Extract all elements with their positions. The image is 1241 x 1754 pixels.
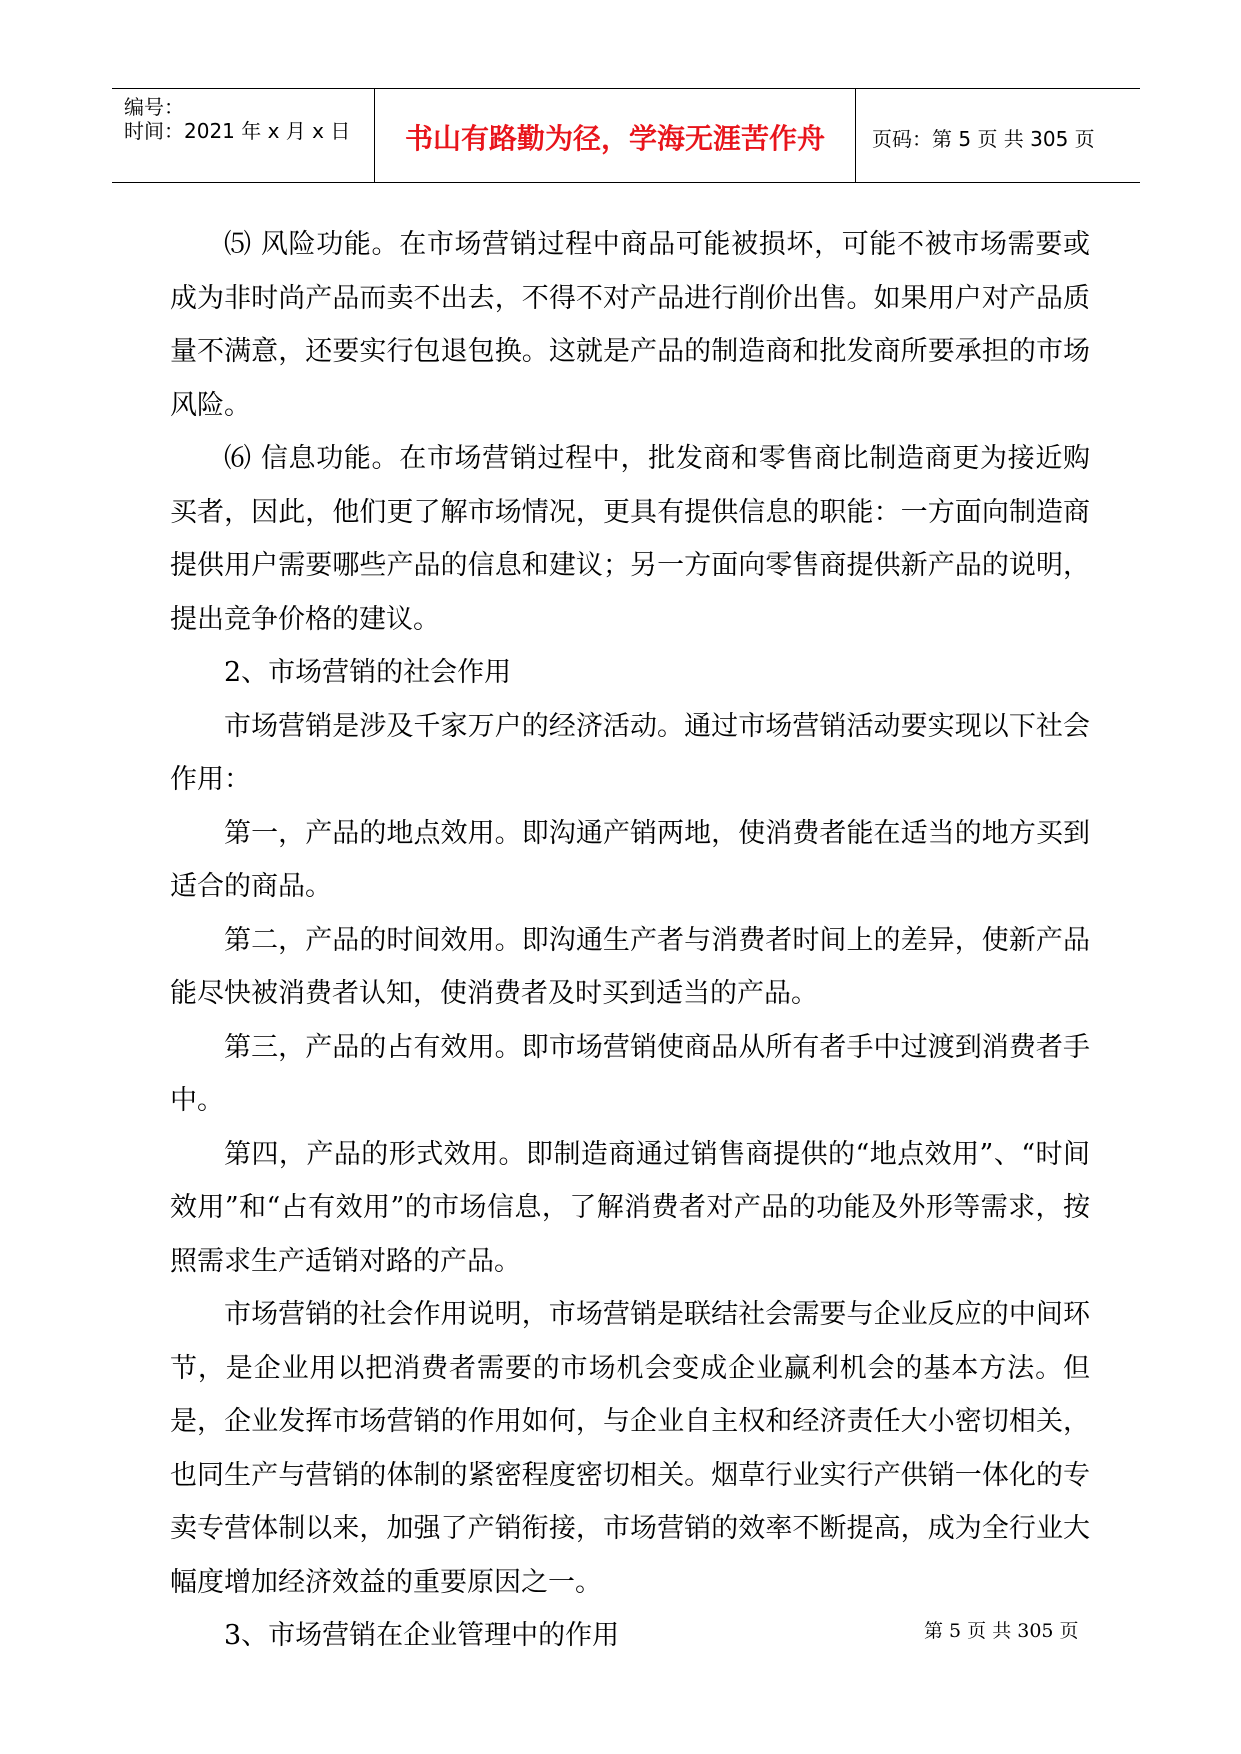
- page-code-label: 页码：第 5 页 共 305 页: [872, 127, 1095, 151]
- paragraph-social-summary: 市场营销的社会作用说明，市场营销是联结社会需要与企业反应的中间环节，是企业用以把消费者需要的市场机会变成企业赢利机会的基本方法。但是，企业发挥市场营销的作用如何，与企业自主权和经济责任大小密切相关，也同生产与营销的体制的紧密程度密切相关。烟草行业实行产供销一体化的专卖专营体制以来，加强了产销衔接，市场营销的效率不断提高，成为全行业大幅度增加经济效益的重要原因之一。: [170, 1299, 1090, 1598]
- paragraph-social-intro: 市场营销是涉及千家万户的经济活动。通过市场营销活动要实现以下社会作用：: [170, 710, 1090, 795]
- document-number-label: 编号：: [124, 95, 184, 119]
- document-time-label: 时间：2021 年 x 月 x 日: [124, 119, 351, 143]
- paragraph-form-utility: 第四，产品的形式效用。即制造商通过销售商提供的“地点效用”、“时间效用”和“占有效用”的市场信息，了解消费者对产品的功能及外形等需求，按照需求生产适销对路的产品。: [170, 1138, 1090, 1277]
- paragraph-information-function: ⑹ 信息功能。在市场营销过程中，批发商和零售商比制造商更为接近购买者，因此，他们更了解市场情况，更具有提供信息的职能：一方面向制造商提供用户需要哪些产品的信息和建议；另一方面向零售商提供新产品的说明，提出竞争价格的建议。: [170, 443, 1090, 635]
- header-motto-cell: [375, 89, 856, 182]
- paragraph-time-utility: 第二，产品的时间效用。即沟通生产者与消费者时间上的差异，使新产品能尽快被消费者认知，使消费者及时买到适当的产品。: [170, 924, 1090, 1009]
- paragraph-possession-utility: 第三，产品的占有效用。即市场营销使商品从所有者手中过渡到消费者手中。: [170, 1031, 1090, 1116]
- header-info-cell: [112, 89, 375, 182]
- motto-text: 书山有路勤为径，学海无涯苦作舟: [404, 122, 825, 155]
- page-footer: 第 5 页 共 305 页: [924, 1620, 1079, 1642]
- page-header: [112, 88, 1140, 183]
- section-heading-management-role: 3、市场营销在企业管理中的作用: [224, 1620, 620, 1651]
- header-page-cell: [856, 89, 1140, 182]
- paragraph-risk-function: ⑸ 风险功能。在市场营销过程中商品可能被损坏，可能不被市场需要或成为非时尚产品而卖不出去，不得不对产品进行削价出售。如果用户对产品质量不满意，还要实行包退包换。这就是产品的制造商和批发商所要承担的市场风险。: [170, 229, 1090, 421]
- section-heading-social-role: 2、市场营销的社会作用: [224, 657, 512, 688]
- paragraph-place-utility: 第一，产品的地点效用。即沟通产销两地，使消费者能在适当的地方买到适合的商品。: [170, 817, 1090, 902]
- document-body: [170, 218, 1090, 1663]
